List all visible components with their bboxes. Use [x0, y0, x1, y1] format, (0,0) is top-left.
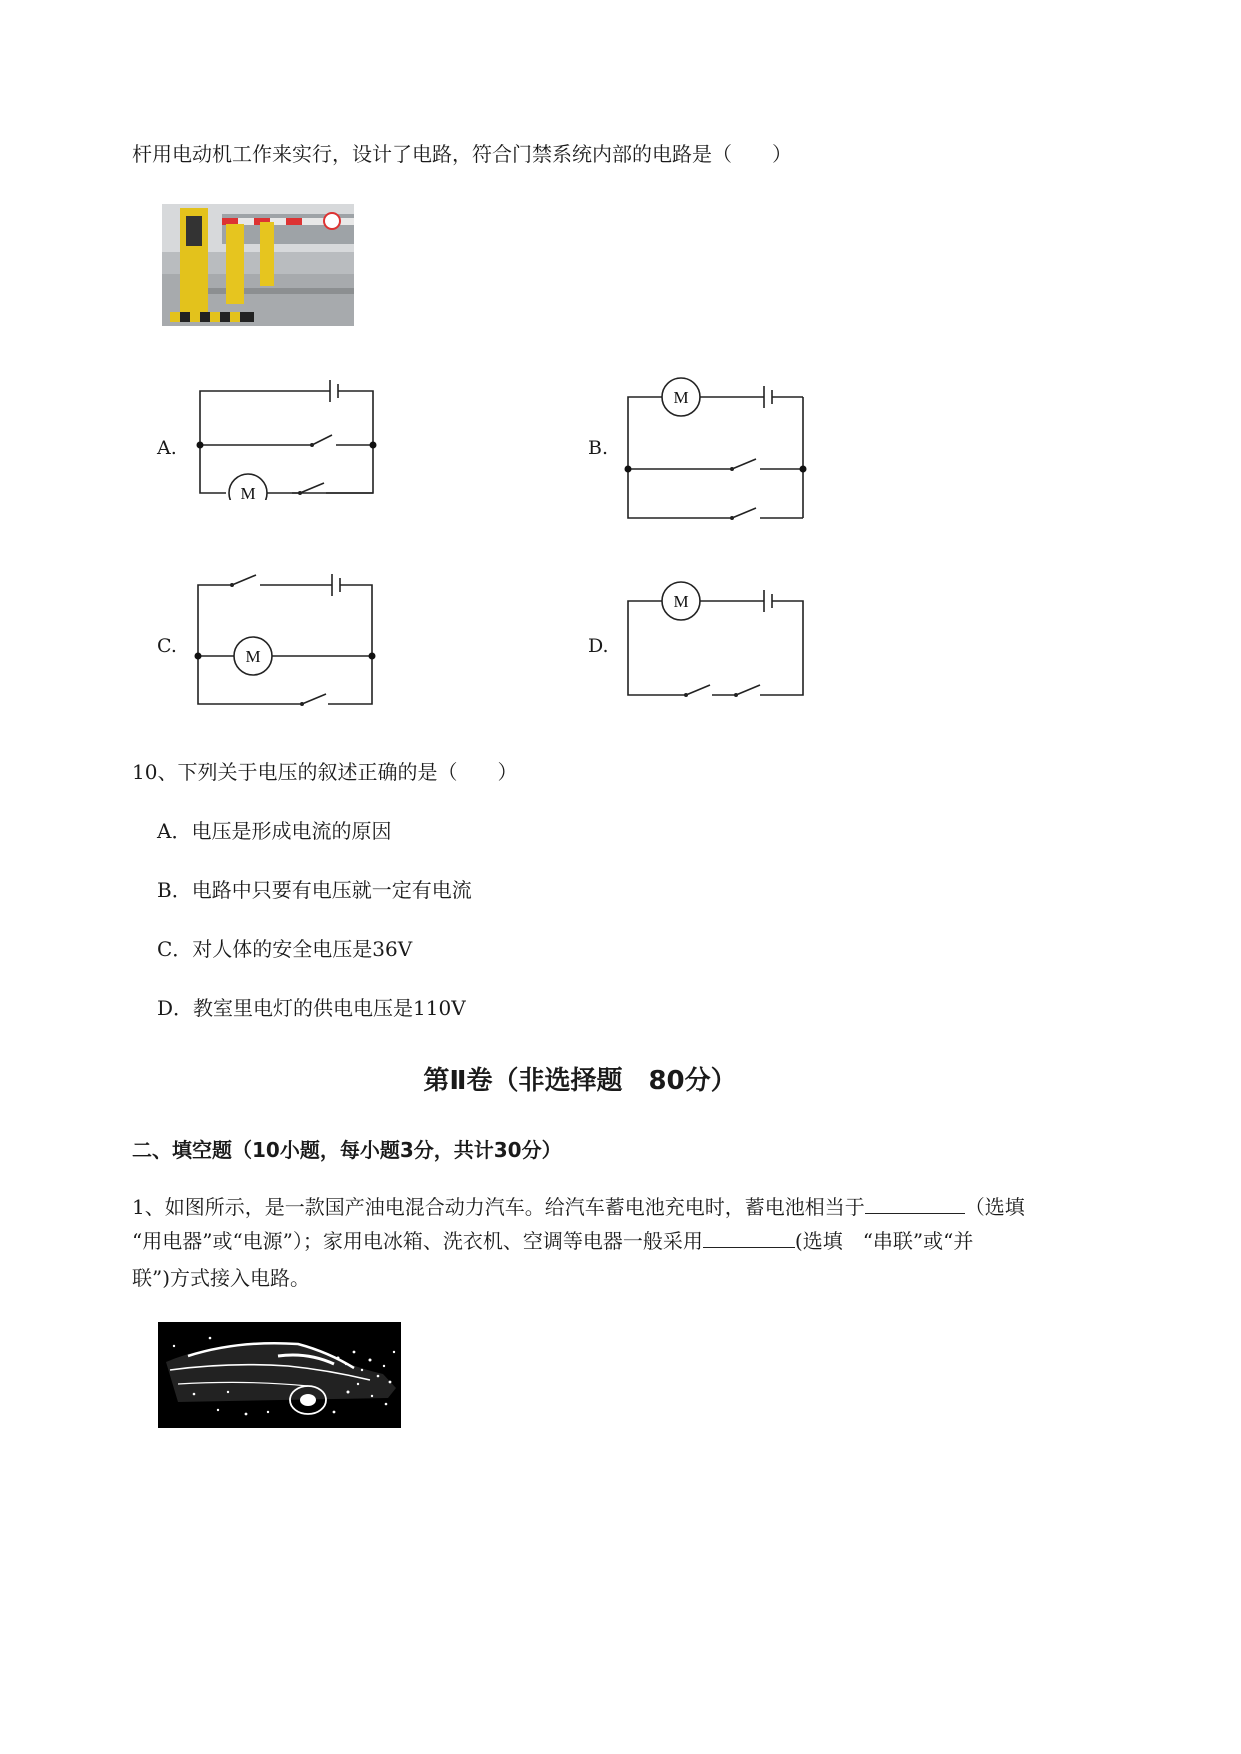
- motor-label-c: M: [245, 647, 261, 666]
- option-d-label: D.: [588, 635, 609, 657]
- motor-label-a: M: [240, 484, 256, 500]
- fill-in-section-heading: 二、填空题（10小题，每小题3分，共计30分）: [132, 1138, 562, 1162]
- answer-blank-1[interactable]: [865, 1193, 965, 1214]
- circuit-b-diagram: [620, 375, 815, 525]
- answer-blank-2[interactable]: [703, 1227, 795, 1248]
- q10-stem: 10、下列关于电压的叙述正确的是（ ）: [132, 760, 518, 784]
- fill1-text-2b: (选填 “串联”或“并: [794, 1229, 974, 1253]
- fill1-line-3: 联”)方式接入电路。: [132, 1266, 311, 1290]
- motor-label-d: M: [673, 592, 689, 611]
- circuit-a-diagram: [190, 375, 385, 500]
- fill1-text-2a: “用电器”或“电源”）；家用电冰箱、洗衣机、空调等电器一般采用: [132, 1229, 703, 1253]
- part-two-title: 第Ⅱ卷（非选择题 80分）: [423, 1066, 737, 1096]
- fill1-text-1b: （选填: [964, 1195, 1025, 1219]
- fill1-line-2: [132, 1227, 973, 1255]
- q10-option-c: C．对人体的安全电压是36V: [157, 937, 413, 961]
- q10-option-a: A．电压是形成电流的原因: [157, 819, 392, 843]
- q10-option-b: B．电路中只要有电压就一定有电流: [157, 878, 472, 902]
- option-c-label: C.: [157, 635, 177, 657]
- fill1-text-1a: 1、如图所示，是一款国产油电混合动力汽车。给汽车蓄电池充电时，蓄电池相当于: [132, 1195, 865, 1219]
- q10-option-d: D．教室里电灯的供电电压是110V: [157, 996, 466, 1020]
- q9-stem: 杆用电动机工作来实行，设计了电路，符合门禁系统内部的电路是（ ）: [132, 142, 792, 166]
- motor-label-b: M: [673, 388, 689, 407]
- fill1-line-1: [132, 1193, 1025, 1221]
- hybrid-car-photo: [158, 1322, 401, 1428]
- circuit-d-diagram: [620, 575, 815, 705]
- option-b-label: B.: [588, 437, 609, 459]
- option-a-label: A.: [157, 437, 177, 459]
- circuit-c-diagram: [190, 567, 385, 712]
- parking-gate-photo: [162, 204, 354, 326]
